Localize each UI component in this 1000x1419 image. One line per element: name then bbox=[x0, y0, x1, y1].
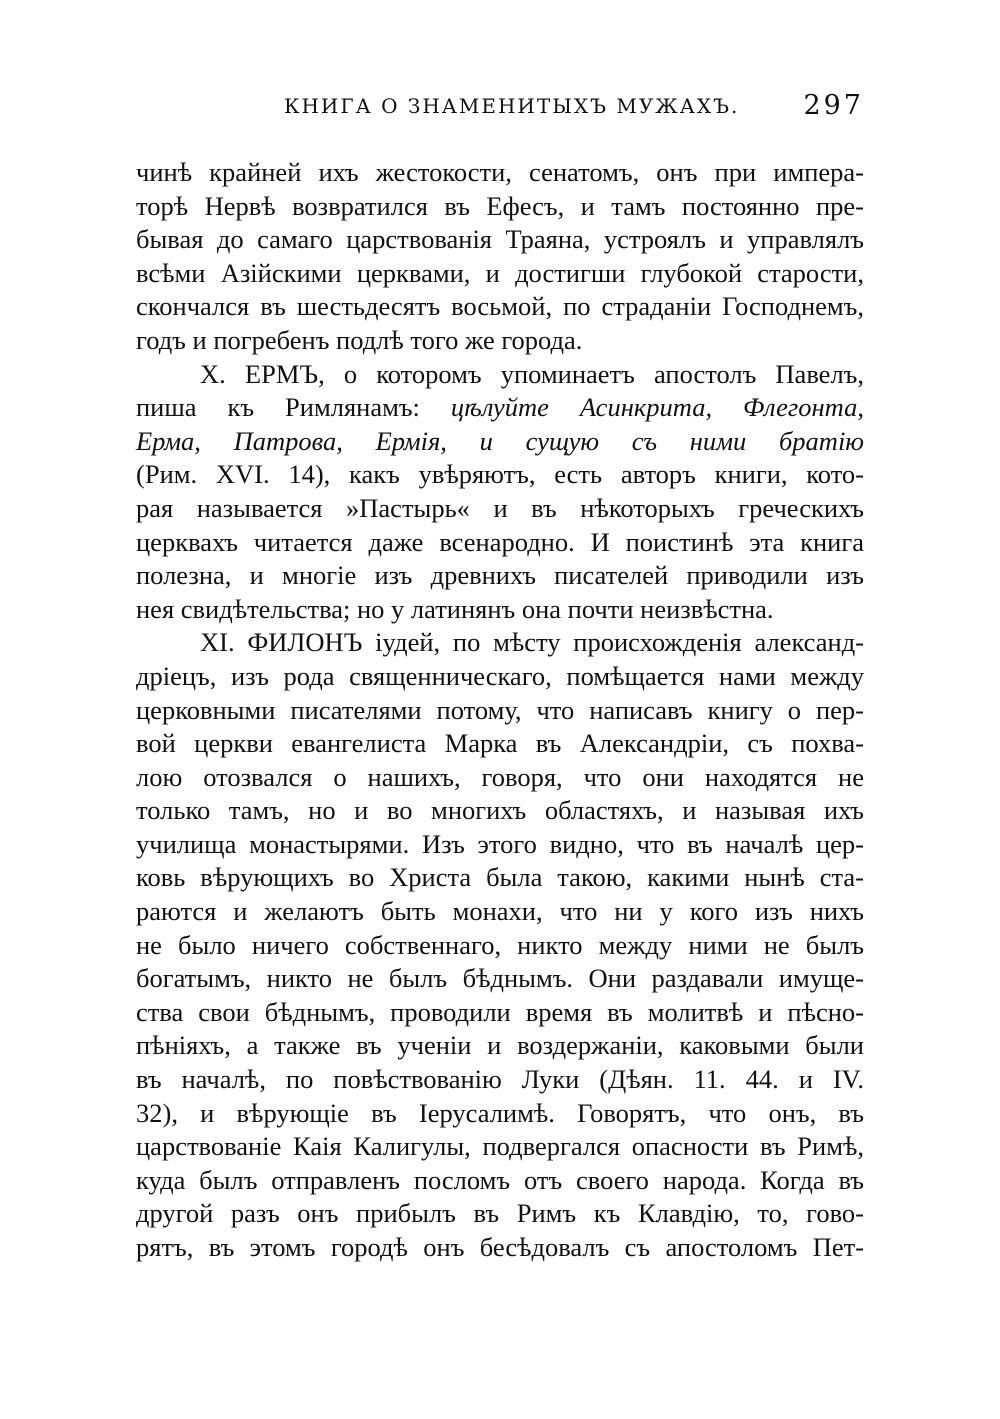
page-number: 297 bbox=[803, 90, 864, 121]
text-line bbox=[136, 727, 864, 761]
text-line bbox=[136, 861, 864, 895]
text-line bbox=[136, 1063, 864, 1097]
line-text: царствованіе Каія Калигулы, подвергался опасности въ Римѣ, bbox=[136, 1131, 864, 1162]
text-line bbox=[136, 929, 864, 963]
line-text: скончался въ шестьдесятъ восьмой, по страданіи Господнемъ, bbox=[136, 291, 864, 322]
text-line bbox=[136, 223, 864, 257]
text-line bbox=[136, 1097, 864, 1131]
book-page bbox=[136, 90, 864, 1265]
text-line bbox=[136, 1130, 864, 1164]
text-line bbox=[136, 794, 864, 828]
text-line bbox=[136, 1029, 864, 1063]
text-line bbox=[136, 526, 864, 560]
body-text bbox=[136, 156, 864, 1265]
line-text: богатымъ, никто не былъ бѣднымъ. Они раздавали имуще- bbox=[136, 963, 864, 994]
text-line bbox=[136, 425, 864, 459]
text-line bbox=[136, 996, 864, 1030]
line-text: XI. ФИЛОНЪ іудей, по мѣсту происхожденія александ- bbox=[200, 627, 864, 658]
line-text: только тамъ, но и во многихъ областяхъ, и называя ихъ bbox=[136, 795, 864, 826]
text-line bbox=[136, 895, 864, 929]
text-line bbox=[136, 324, 864, 358]
running-title: КНИГА О ЗНАМЕНИТЫХЪ МУЖАХЪ. bbox=[284, 94, 740, 118]
line-italic-text: Ерма, Патрова, Ермія, и сущую съ ними братію bbox=[136, 425, 864, 456]
text-line bbox=[136, 1197, 864, 1231]
line-text: ковь вѣрующихъ во Христа была такою, какими нынѣ ста- bbox=[136, 862, 864, 893]
line-text: церковными писателями потому, что написавъ книгу о пер- bbox=[136, 694, 864, 725]
line-text: лою отозвался о нашихъ, говоря, что они находятся не bbox=[136, 761, 864, 792]
text-line bbox=[136, 458, 864, 492]
text-line bbox=[136, 626, 864, 660]
text-line bbox=[136, 694, 864, 728]
text-line bbox=[136, 559, 864, 593]
text-line bbox=[136, 290, 864, 324]
text-line bbox=[136, 257, 864, 291]
text-line bbox=[136, 828, 864, 862]
line-text: пѣніяхъ, а также въ ученіи и воздержаніи, каковыми были bbox=[136, 1030, 864, 1061]
line-text: полезна, и многіе изъ древнихъ писателей приводили изъ bbox=[136, 560, 864, 591]
text-line bbox=[136, 190, 864, 224]
line-text: (Рим. XVI. 14), какъ увѣряютъ, есть авторъ книги, кото- bbox=[136, 459, 864, 490]
text-line bbox=[136, 660, 864, 694]
line-text: рятъ, въ этомъ городѣ онъ бесѣдовалъ съ апостоломъ Пет- bbox=[136, 1232, 864, 1262]
line-text: торѣ Нервѣ возвратился въ Ефесъ, и тамъ постоянно пре- bbox=[136, 190, 864, 221]
text-line bbox=[136, 593, 864, 627]
text-line bbox=[136, 391, 864, 425]
line-text: училища монастырями. Изъ этого видно, что въ началѣ цер- bbox=[136, 828, 864, 859]
line-italic-text: цѣлуйте Асинкрита, Флегонта, bbox=[450, 392, 864, 423]
text-line bbox=[136, 156, 864, 190]
line-text: не было ничего собственнаго, никто между ними не былъ bbox=[136, 929, 864, 960]
text-line bbox=[136, 492, 864, 526]
line-text: нея свидѣтельства; но у латинянъ она почти неизвѣстна. bbox=[136, 593, 774, 624]
line-text: вой церкви евангелиста Марка въ Александріи, съ похва- bbox=[136, 728, 864, 759]
line-text: бывая до самаго царствованія Траяна, устроялъ и управлялъ bbox=[136, 224, 864, 255]
text-line bbox=[136, 1164, 864, 1198]
line-text: дріецъ, изъ рода священническаго, помѣщается нами между bbox=[136, 660, 864, 691]
line-text: X. ЕРМЪ, о которомъ упоминаетъ апостолъ Павелъ, bbox=[200, 358, 864, 389]
line-text: пиша къ Римлянамъ: bbox=[136, 392, 451, 423]
line-text: раются и желаютъ быть монахи, что ни у кого изъ нихъ bbox=[136, 896, 864, 927]
text-line bbox=[136, 761, 864, 795]
line-text: церквахъ читается даже всенародно. И поистинѣ эта книга bbox=[136, 526, 864, 557]
line-text: другой разъ онъ прибылъ въ Римъ къ Клавдію, то, гово- bbox=[136, 1198, 864, 1229]
text-line bbox=[136, 962, 864, 996]
line-text: всѣми Азійскими церквами, и достигши глубокой старости, bbox=[136, 257, 864, 288]
line-text: годъ и погребенъ подлѣ того же города. bbox=[136, 324, 583, 355]
text-line bbox=[136, 358, 864, 392]
page-header bbox=[136, 90, 864, 132]
line-text: рая называется »Пастырь« и въ нѣкоторыхъ греческихъ bbox=[136, 492, 864, 523]
line-text: 32), и вѣрующіе въ Іерусалимѣ. Говорятъ, что онъ, въ bbox=[136, 1097, 864, 1128]
line-text: въ началѣ, по повѣствованію Луки (Дѣян. 11. 44. и IV. bbox=[136, 1064, 864, 1095]
text-line bbox=[136, 1231, 864, 1265]
line-text: куда былъ отправленъ посломъ отъ своего народа. Когда въ bbox=[136, 1164, 864, 1195]
line-text: ства свои бѣднымъ, проводили время въ молитвѣ и пѣсно- bbox=[136, 996, 864, 1027]
line-text: чинѣ крайней ихъ жестокости, сенатомъ, онъ при импера- bbox=[136, 157, 864, 187]
